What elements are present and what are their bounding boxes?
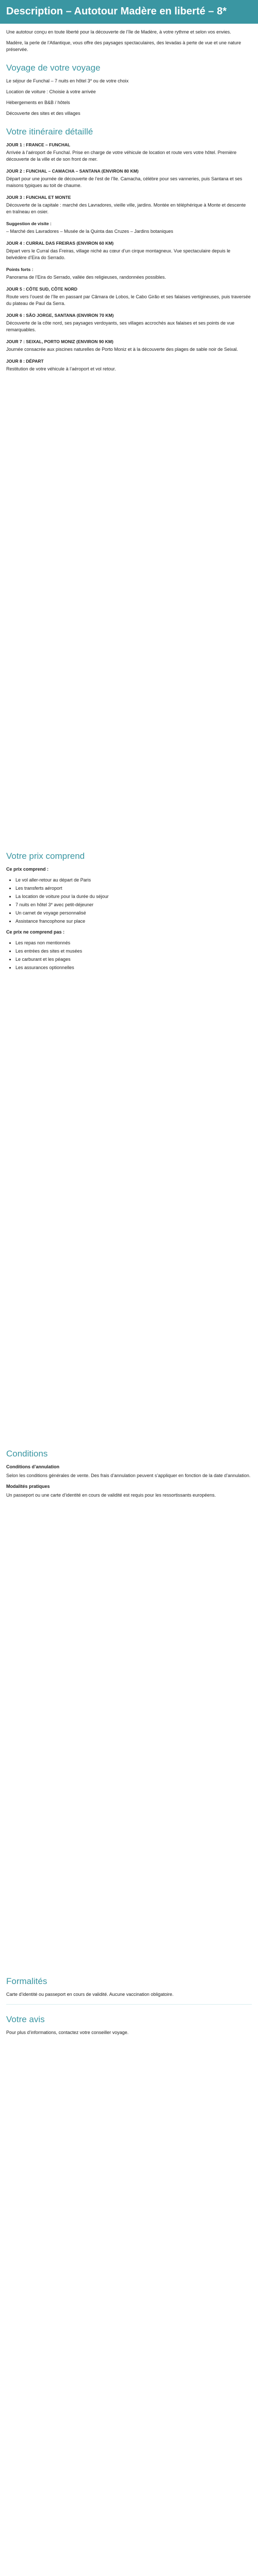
itinerary-day xyxy=(6,168,252,189)
content-spacer xyxy=(6,378,252,841)
itinerary-day-text: Restitution de votre véhicule à l’aéroport et vol retour. xyxy=(6,366,116,371)
itinerary-highlight xyxy=(6,266,252,281)
section-divider xyxy=(6,2004,252,2005)
list-item: • Le carburant et les péages xyxy=(15,956,252,963)
itinerary-day-text: Départ pour une journée de découverte de l’est de l’île. Camacha, célèbre pour ses vanneries, puis Santana et ses maisons typiques au toit de chaume. xyxy=(6,176,243,188)
itinerary-day xyxy=(6,358,252,372)
list-item: • Les transferts aéroport xyxy=(15,885,252,892)
conditions-section-title: Conditions xyxy=(6,1449,48,1459)
trip-info-line-4: Découverte des sites et des villages xyxy=(6,111,80,116)
itinerary-day-text: Journée consacrée aux piscines naturelles de Porto Moniz et à la découverte des plages de sable noir de Seixal. xyxy=(6,347,238,352)
prices-included-list xyxy=(6,877,252,925)
formalities-section-title: Formalités xyxy=(6,1976,47,1986)
itinerary-day-title: JOUR 2 : FUNCHAL – CAMACHA – SANTANA (ENVIRON 80 KM) xyxy=(6,168,139,174)
trip-info-line-2: Location de voiture : Choisie à votre arrivée xyxy=(6,89,96,94)
intro-paragraph-2: Madère, la perle de l’Atlantique, vous offre des paysages spectaculaires, des levadas à perte de vue et une nature préservée. xyxy=(6,40,241,52)
itinerary-day-title: JOUR 6 : SÃO JORGE, SANTANA (ENVIRON 70 KM) xyxy=(6,313,114,318)
content-spacer xyxy=(6,975,252,1439)
itinerary-day xyxy=(6,286,252,307)
list-item: • Les repas non mentionnés xyxy=(15,940,252,946)
page-header xyxy=(0,0,258,24)
intro-paragraph-1: Une autotour conçu en toute liberté pour la découverte de l’île de Madère, à votre rythme et selon vos envies. xyxy=(6,29,231,35)
more-section-title: Votre avis xyxy=(6,2014,45,2024)
itinerary-suggestion-text: – Marché des Lavradores – Musée de la Quinta das Cruzes – Jardins botaniques xyxy=(6,229,173,234)
trip-info-line-1: Le séjour de Funchal – 7 nuits en hôtel 3* ou de votre choix xyxy=(6,78,129,83)
itinerary-day xyxy=(6,312,252,333)
formalities-text: Carte d’identité ou passeport en cours de validité. Aucune vaccination obligatoire. xyxy=(6,1992,174,1997)
itinerary-suggestion-title: Suggestion de visite : xyxy=(6,221,52,226)
conditions-text-1: Selon les conditions générales de vente. Des frais d’annulation peuvent s’appliquer en fonction de la date d’annulation. xyxy=(6,1473,251,1478)
itinerary-suggestion xyxy=(6,221,252,235)
content-spacer xyxy=(6,1503,252,1967)
itinerary-day-text: Découverte de la capitale : marché des Lavradores, vieille ville, jardins. Montée en téléphérique à Monte et descente en traîneau en osier. xyxy=(6,202,246,214)
list-item: • 7 nuits en hôtel 3* avec petit-déjeuner xyxy=(15,902,252,908)
itinerary-day xyxy=(6,194,252,215)
itinerary-day-text: Route vers l’ouest de l’île en passant par Câmara de Lobos, le Cabo Girão et ses falaises vertigineuses, puis traversée du plateau de Paul da Serra. xyxy=(6,294,251,306)
conditions-text-2: Un passeport ou une carte d’identité en cours de validité est requis pour les ressortissants européens. xyxy=(6,1493,216,1498)
itinerary-highlight-title: Points forts : xyxy=(6,267,34,272)
list-item: • Assistance francophone sur place xyxy=(15,918,252,925)
prices-excluded-list xyxy=(6,940,252,971)
list-item: • Les assurances optionnelles xyxy=(15,964,252,971)
list-item: • Le vol aller-retour au départ de Paris xyxy=(15,877,252,884)
itinerary-section-title: Votre itinéraire détaillé xyxy=(6,127,93,137)
conditions-subhead-2: Modalités pratiques xyxy=(6,1484,50,1489)
itinerary-day-title: JOUR 7 : SEIXAL, PORTO MONIZ (ENVIRON 90 KM) xyxy=(6,339,114,344)
itinerary-day xyxy=(6,240,252,261)
more-text: Pour plus d’informations, contactez votre conseiller voyage. xyxy=(6,2030,129,2035)
itinerary-day-title: JOUR 4 : CURRAL DAS FREIRAS (ENVIRON 60 KM) xyxy=(6,241,114,246)
itinerary-day-text: Découverte de la côte nord, ses paysages verdoyants, ses villages accrochés aux falaises et ses points de vue remarquables. xyxy=(6,320,235,332)
list-item: • Les entrées des sites et musées xyxy=(15,948,252,955)
main-content xyxy=(0,24,258,2050)
itinerary-day-title: JOUR 8 : DÉPART xyxy=(6,359,44,364)
list-item: • La location de voiture pour la durée du séjour xyxy=(15,893,252,900)
prices-section-title: Votre prix comprend xyxy=(6,851,85,861)
trip-info-line-3: Hébergements en B&B / hôtels xyxy=(6,100,70,105)
itinerary-day-text: Départ vers le Curral das Freiras, village niché au cœur d’un cirque montagneux. Vue spectaculaire depuis le belvédère d’Eira do Serrado. xyxy=(6,248,231,260)
itinerary-day-title: JOUR 3 : FUNCHAL ET MONTE xyxy=(6,195,71,200)
prices-extras-intro: Ce prix ne comprend pas : xyxy=(6,929,65,935)
conditions-subhead-1: Conditions d’annulation xyxy=(6,1464,59,1469)
itinerary-day-title: JOUR 1 : FRANCE – FUNCHAL xyxy=(6,142,71,147)
price-section-title: Voyage de votre voyage xyxy=(6,63,101,73)
itinerary-day-text: Arrivée à l’aéroport de Funchal. Prise en charge de votre véhicule de location et route vers votre hôtel. Première découverte de la ville et de son front de mer. xyxy=(6,150,237,162)
itinerary-day xyxy=(6,142,252,163)
itinerary-day-title: JOUR 5 : CÔTE SUD, CÔTE NORD xyxy=(6,286,77,292)
itinerary-day xyxy=(6,338,252,353)
itinerary-highlight-text: Panorama de l’Eira do Serrado, vallée des religieuses, randonnées possibles. xyxy=(6,275,166,280)
page-title: Description – Autotour Madère en liberté – 8* xyxy=(6,6,227,17)
prices-intro: Ce prix comprend : xyxy=(6,867,49,872)
list-item: • Un carnet de voyage personnalisé xyxy=(15,910,252,917)
